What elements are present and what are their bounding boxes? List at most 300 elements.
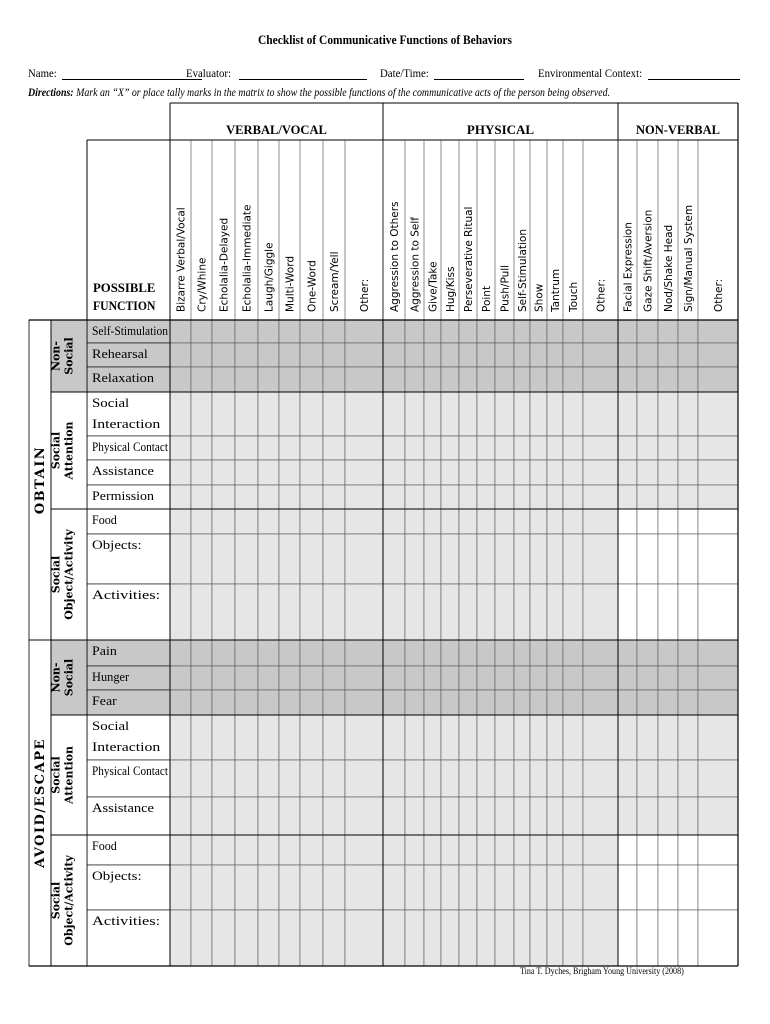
matrix-cell[interactable] <box>345 392 383 436</box>
matrix-cell[interactable] <box>300 835 323 865</box>
matrix-cell[interactable] <box>300 666 323 690</box>
matrix-cell[interactable] <box>235 797 258 835</box>
matrix-cell[interactable] <box>441 509 459 534</box>
matrix-cell[interactable] <box>212 460 235 485</box>
matrix-cell[interactable] <box>678 666 698 690</box>
matrix-cell[interactable] <box>191 392 212 436</box>
matrix-cell[interactable] <box>212 436 235 460</box>
matrix-cell[interactable] <box>279 760 300 797</box>
matrix-cell[interactable] <box>235 320 258 343</box>
matrix-cell[interactable] <box>258 584 279 640</box>
matrix-cell[interactable] <box>678 584 698 640</box>
matrix-cell[interactable] <box>345 320 383 343</box>
matrix-cell[interactable] <box>477 715 495 760</box>
matrix-cell[interactable] <box>530 367 547 392</box>
matrix-cell[interactable] <box>441 436 459 460</box>
matrix-cell[interactable] <box>258 910 279 966</box>
matrix-cell[interactable] <box>323 343 345 367</box>
matrix-cell[interactable] <box>618 690 637 715</box>
matrix-cell[interactable] <box>637 320 658 343</box>
matrix-cell[interactable] <box>405 797 424 835</box>
matrix-cell[interactable] <box>459 690 477 715</box>
matrix-cell[interactable] <box>235 910 258 966</box>
matrix-cell[interactable] <box>495 797 514 835</box>
matrix-cell[interactable] <box>495 666 514 690</box>
matrix-cell[interactable] <box>563 865 583 910</box>
matrix-cell[interactable] <box>514 760 530 797</box>
matrix-cell[interactable] <box>345 460 383 485</box>
matrix-cell[interactable] <box>678 460 698 485</box>
matrix-cell[interactable] <box>514 910 530 966</box>
matrix-cell[interactable] <box>547 690 563 715</box>
matrix-cell[interactable] <box>477 640 495 666</box>
matrix-cell[interactable] <box>459 343 477 367</box>
matrix-cell[interactable] <box>235 460 258 485</box>
matrix-cell[interactable] <box>235 715 258 760</box>
matrix-cell[interactable] <box>563 690 583 715</box>
matrix-cell[interactable] <box>191 320 212 343</box>
matrix-cell[interactable] <box>323 835 345 865</box>
matrix-cell[interactable] <box>477 392 495 436</box>
matrix-cell[interactable] <box>424 666 441 690</box>
matrix-cell[interactable] <box>424 343 441 367</box>
matrix-cell[interactable] <box>405 392 424 436</box>
matrix-cell[interactable] <box>300 584 323 640</box>
matrix-cell[interactable] <box>658 715 678 760</box>
matrix-cell[interactable] <box>658 640 678 666</box>
matrix-cell[interactable] <box>191 690 212 715</box>
matrix-cell[interactable] <box>583 835 618 865</box>
matrix-cell[interactable] <box>698 584 738 640</box>
matrix-cell[interactable] <box>441 367 459 392</box>
matrix-cell[interactable] <box>383 910 405 966</box>
matrix-cell[interactable] <box>212 509 235 534</box>
matrix-cell[interactable] <box>424 436 441 460</box>
matrix-cell[interactable] <box>583 436 618 460</box>
matrix-cell[interactable] <box>678 320 698 343</box>
matrix-cell[interactable] <box>547 835 563 865</box>
matrix-cell[interactable] <box>170 343 191 367</box>
matrix-cell[interactable] <box>424 509 441 534</box>
matrix-cell[interactable] <box>459 666 477 690</box>
matrix-cell[interactable] <box>637 485 658 509</box>
matrix-cell[interactable] <box>191 640 212 666</box>
matrix-cell[interactable] <box>583 666 618 690</box>
matrix-cell[interactable] <box>345 835 383 865</box>
matrix-cell[interactable] <box>563 835 583 865</box>
matrix-cell[interactable] <box>678 760 698 797</box>
matrix-cell[interactable] <box>258 460 279 485</box>
matrix-cell[interactable] <box>514 640 530 666</box>
matrix-cell[interactable] <box>191 436 212 460</box>
matrix-cell[interactable] <box>170 485 191 509</box>
matrix-cell[interactable] <box>345 666 383 690</box>
matrix-cell[interactable] <box>698 910 738 966</box>
matrix-cell[interactable] <box>300 367 323 392</box>
matrix-cell[interactable] <box>658 320 678 343</box>
matrix-cell[interactable] <box>618 320 637 343</box>
matrix-cell[interactable] <box>383 460 405 485</box>
matrix-cell[interactable] <box>530 436 547 460</box>
matrix-cell[interactable] <box>212 865 235 910</box>
matrix-cell[interactable] <box>547 392 563 436</box>
matrix-cell[interactable] <box>405 666 424 690</box>
matrix-cell[interactable] <box>323 910 345 966</box>
matrix-cell[interactable] <box>658 584 678 640</box>
matrix-cell[interactable] <box>441 835 459 865</box>
matrix-cell[interactable] <box>212 910 235 966</box>
matrix-cell[interactable] <box>583 343 618 367</box>
matrix-cell[interactable] <box>658 690 678 715</box>
matrix-cell[interactable] <box>678 436 698 460</box>
matrix-cell[interactable] <box>495 392 514 436</box>
matrix-cell[interactable] <box>618 910 637 966</box>
matrix-cell[interactable] <box>300 320 323 343</box>
matrix-cell[interactable] <box>424 485 441 509</box>
matrix-cell[interactable] <box>441 343 459 367</box>
matrix-cell[interactable] <box>514 343 530 367</box>
matrix-cell[interactable] <box>345 910 383 966</box>
matrix-cell[interactable] <box>191 534 212 584</box>
matrix-cell[interactable] <box>459 715 477 760</box>
matrix-cell[interactable] <box>170 835 191 865</box>
matrix-cell[interactable] <box>658 666 678 690</box>
matrix-cell[interactable] <box>658 460 678 485</box>
matrix-cell[interactable] <box>383 666 405 690</box>
matrix-cell[interactable] <box>658 392 678 436</box>
matrix-cell[interactable] <box>583 910 618 966</box>
matrix-cell[interactable] <box>345 343 383 367</box>
matrix-cell[interactable] <box>300 485 323 509</box>
matrix-cell[interactable] <box>383 509 405 534</box>
matrix-cell[interactable] <box>459 584 477 640</box>
matrix-cell[interactable] <box>637 367 658 392</box>
matrix-cell[interactable] <box>618 392 637 436</box>
matrix-cell[interactable] <box>618 584 637 640</box>
matrix-cell[interactable] <box>235 666 258 690</box>
matrix-cell[interactable] <box>618 666 637 690</box>
matrix-cell[interactable] <box>345 715 383 760</box>
matrix-cell[interactable] <box>383 640 405 666</box>
matrix-cell[interactable] <box>300 640 323 666</box>
matrix-cell[interactable] <box>191 509 212 534</box>
matrix-cell[interactable] <box>678 392 698 436</box>
matrix-cell[interactable] <box>235 760 258 797</box>
matrix-cell[interactable] <box>258 797 279 835</box>
matrix-cell[interactable] <box>170 509 191 534</box>
matrix-cell[interactable] <box>170 584 191 640</box>
matrix-cell[interactable] <box>300 715 323 760</box>
matrix-cell[interactable] <box>279 485 300 509</box>
matrix-cell[interactable] <box>459 509 477 534</box>
matrix-cell[interactable] <box>477 666 495 690</box>
matrix-cell[interactable] <box>583 534 618 584</box>
matrix-cell[interactable] <box>235 690 258 715</box>
matrix-cell[interactable] <box>279 690 300 715</box>
matrix-cell[interactable] <box>637 640 658 666</box>
matrix-cell[interactable] <box>563 367 583 392</box>
matrix-cell[interactable] <box>459 367 477 392</box>
matrix-cell[interactable] <box>459 910 477 966</box>
matrix-cell[interactable] <box>424 760 441 797</box>
matrix-cell[interactable] <box>698 485 738 509</box>
matrix-cell[interactable] <box>495 460 514 485</box>
matrix-cell[interactable] <box>170 534 191 584</box>
matrix-cell[interactable] <box>323 367 345 392</box>
matrix-cell[interactable] <box>618 640 637 666</box>
matrix-cell[interactable] <box>583 460 618 485</box>
matrix-cell[interactable] <box>514 320 530 343</box>
matrix-cell[interactable] <box>698 797 738 835</box>
matrix-cell[interactable] <box>698 640 738 666</box>
matrix-cell[interactable] <box>678 509 698 534</box>
matrix-cell[interactable] <box>618 509 637 534</box>
matrix-cell[interactable] <box>495 584 514 640</box>
matrix-cell[interactable] <box>424 715 441 760</box>
matrix-cell[interactable] <box>300 797 323 835</box>
matrix-cell[interactable] <box>424 835 441 865</box>
matrix-cell[interactable] <box>477 509 495 534</box>
matrix-cell[interactable] <box>235 485 258 509</box>
matrix-cell[interactable] <box>235 436 258 460</box>
matrix-cell[interactable] <box>678 343 698 367</box>
matrix-cell[interactable] <box>258 320 279 343</box>
matrix-cell[interactable] <box>618 367 637 392</box>
matrix-cell[interactable] <box>618 343 637 367</box>
matrix-cell[interactable] <box>279 367 300 392</box>
matrix-cell[interactable] <box>279 865 300 910</box>
matrix-cell[interactable] <box>441 640 459 666</box>
matrix-cell[interactable] <box>459 640 477 666</box>
matrix-cell[interactable] <box>477 797 495 835</box>
matrix-cell[interactable] <box>495 436 514 460</box>
matrix-cell[interactable] <box>637 534 658 584</box>
matrix-cell[interactable] <box>658 534 678 584</box>
matrix-cell[interactable] <box>658 509 678 534</box>
matrix-cell[interactable] <box>424 690 441 715</box>
matrix-cell[interactable] <box>530 640 547 666</box>
matrix-cell[interactable] <box>212 534 235 584</box>
matrix-cell[interactable] <box>583 865 618 910</box>
matrix-cell[interactable] <box>212 584 235 640</box>
matrix-cell[interactable] <box>424 865 441 910</box>
matrix-cell[interactable] <box>618 835 637 865</box>
matrix-cell[interactable] <box>191 760 212 797</box>
matrix-cell[interactable] <box>383 485 405 509</box>
matrix-cell[interactable] <box>514 797 530 835</box>
matrix-cell[interactable] <box>258 640 279 666</box>
matrix-cell[interactable] <box>477 320 495 343</box>
matrix-cell[interactable] <box>658 367 678 392</box>
matrix-cell[interactable] <box>495 910 514 966</box>
matrix-cell[interactable] <box>618 760 637 797</box>
matrix-cell[interactable] <box>658 865 678 910</box>
matrix-cell[interactable] <box>530 343 547 367</box>
matrix-cell[interactable] <box>514 509 530 534</box>
matrix-cell[interactable] <box>405 367 424 392</box>
matrix-cell[interactable] <box>547 797 563 835</box>
matrix-cell[interactable] <box>678 690 698 715</box>
matrix-cell[interactable] <box>212 760 235 797</box>
matrix-cell[interactable] <box>477 865 495 910</box>
matrix-cell[interactable] <box>514 865 530 910</box>
matrix-cell[interactable] <box>547 343 563 367</box>
matrix-cell[interactable] <box>637 760 658 797</box>
matrix-cell[interactable] <box>547 640 563 666</box>
matrix-cell[interactable] <box>405 584 424 640</box>
matrix-cell[interactable] <box>637 392 658 436</box>
matrix-cell[interactable] <box>637 690 658 715</box>
matrix-cell[interactable] <box>678 797 698 835</box>
matrix-cell[interactable] <box>405 436 424 460</box>
matrix-cell[interactable] <box>191 367 212 392</box>
matrix-cell[interactable] <box>495 640 514 666</box>
matrix-cell[interactable] <box>658 485 678 509</box>
matrix-cell[interactable] <box>383 534 405 584</box>
matrix-cell[interactable] <box>698 367 738 392</box>
matrix-cell[interactable] <box>212 367 235 392</box>
matrix-cell[interactable] <box>514 485 530 509</box>
matrix-cell[interactable] <box>279 509 300 534</box>
matrix-cell[interactable] <box>441 666 459 690</box>
matrix-cell[interactable] <box>547 910 563 966</box>
matrix-cell[interactable] <box>212 392 235 436</box>
matrix-cell[interactable] <box>563 485 583 509</box>
matrix-cell[interactable] <box>424 910 441 966</box>
matrix-cell[interactable] <box>477 584 495 640</box>
matrix-cell[interactable] <box>300 865 323 910</box>
matrix-cell[interactable] <box>323 584 345 640</box>
matrix-cell[interactable] <box>547 666 563 690</box>
matrix-cell[interactable] <box>563 910 583 966</box>
matrix-cell[interactable] <box>235 584 258 640</box>
matrix-cell[interactable] <box>698 343 738 367</box>
matrix-cell[interactable] <box>459 835 477 865</box>
matrix-cell[interactable] <box>424 534 441 584</box>
matrix-cell[interactable] <box>405 485 424 509</box>
matrix-cell[interactable] <box>530 865 547 910</box>
matrix-cell[interactable] <box>235 865 258 910</box>
matrix-cell[interactable] <box>300 760 323 797</box>
matrix-cell[interactable] <box>279 320 300 343</box>
matrix-cell[interactable] <box>547 367 563 392</box>
matrix-cell[interactable] <box>698 436 738 460</box>
matrix-cell[interactable] <box>258 485 279 509</box>
matrix-cell[interactable] <box>405 320 424 343</box>
matrix-cell[interactable] <box>345 640 383 666</box>
matrix-cell[interactable] <box>300 690 323 715</box>
matrix-cell[interactable] <box>658 797 678 835</box>
matrix-cell[interactable] <box>547 436 563 460</box>
matrix-cell[interactable] <box>477 534 495 584</box>
matrix-cell[interactable] <box>212 797 235 835</box>
matrix-cell[interactable] <box>563 392 583 436</box>
matrix-cell[interactable] <box>495 367 514 392</box>
matrix-cell[interactable] <box>514 584 530 640</box>
matrix-cell[interactable] <box>279 715 300 760</box>
matrix-cell[interactable] <box>345 797 383 835</box>
matrix-cell[interactable] <box>441 797 459 835</box>
matrix-cell[interactable] <box>170 320 191 343</box>
matrix-cell[interactable] <box>191 584 212 640</box>
matrix-cell[interactable] <box>459 320 477 343</box>
matrix-cell[interactable] <box>583 367 618 392</box>
matrix-cell[interactable] <box>547 584 563 640</box>
matrix-cell[interactable] <box>258 666 279 690</box>
matrix-cell[interactable] <box>424 460 441 485</box>
matrix-cell[interactable] <box>618 460 637 485</box>
matrix-cell[interactable] <box>547 760 563 797</box>
matrix-cell[interactable] <box>459 436 477 460</box>
matrix-cell[interactable] <box>279 835 300 865</box>
matrix-cell[interactable] <box>323 534 345 584</box>
matrix-cell[interactable] <box>698 715 738 760</box>
matrix-cell[interactable] <box>170 690 191 715</box>
matrix-cell[interactable] <box>405 509 424 534</box>
matrix-cell[interactable] <box>170 910 191 966</box>
matrix-cell[interactable] <box>405 835 424 865</box>
matrix-cell[interactable] <box>405 534 424 584</box>
matrix-cell[interactable] <box>191 460 212 485</box>
matrix-cell[interactable] <box>530 715 547 760</box>
matrix-cell[interactable] <box>495 343 514 367</box>
matrix-cell[interactable] <box>212 666 235 690</box>
matrix-cell[interactable] <box>563 320 583 343</box>
matrix-cell[interactable] <box>563 584 583 640</box>
matrix-cell[interactable] <box>323 509 345 534</box>
matrix-cell[interactable] <box>477 343 495 367</box>
matrix-cell[interactable] <box>405 460 424 485</box>
matrix-cell[interactable] <box>170 760 191 797</box>
matrix-cell[interactable] <box>530 584 547 640</box>
matrix-cell[interactable] <box>637 666 658 690</box>
matrix-cell[interactable] <box>279 436 300 460</box>
matrix-cell[interactable] <box>212 320 235 343</box>
matrix-cell[interactable] <box>514 690 530 715</box>
matrix-cell[interactable] <box>279 910 300 966</box>
matrix-cell[interactable] <box>405 910 424 966</box>
matrix-cell[interactable] <box>345 760 383 797</box>
matrix-cell[interactable] <box>405 865 424 910</box>
matrix-cell[interactable] <box>583 320 618 343</box>
matrix-cell[interactable] <box>383 760 405 797</box>
matrix-cell[interactable] <box>547 509 563 534</box>
matrix-cell[interactable] <box>345 509 383 534</box>
matrix-cell[interactable] <box>323 436 345 460</box>
matrix-cell[interactable] <box>191 715 212 760</box>
matrix-cell[interactable] <box>170 715 191 760</box>
matrix-cell[interactable] <box>345 865 383 910</box>
matrix-cell[interactable] <box>583 640 618 666</box>
matrix-cell[interactable] <box>698 460 738 485</box>
matrix-cell[interactable] <box>563 715 583 760</box>
matrix-cell[interactable] <box>383 865 405 910</box>
matrix-cell[interactable] <box>618 534 637 584</box>
matrix-cell[interactable] <box>323 760 345 797</box>
matrix-cell[interactable] <box>323 640 345 666</box>
matrix-cell[interactable] <box>345 584 383 640</box>
matrix-cell[interactable] <box>383 392 405 436</box>
matrix-cell[interactable] <box>383 797 405 835</box>
matrix-cell[interactable] <box>459 797 477 835</box>
matrix-cell[interactable] <box>618 485 637 509</box>
matrix-cell[interactable] <box>424 367 441 392</box>
matrix-cell[interactable] <box>258 436 279 460</box>
matrix-cell[interactable] <box>345 367 383 392</box>
matrix-cell[interactable] <box>424 392 441 436</box>
matrix-cell[interactable] <box>678 715 698 760</box>
matrix-cell[interactable] <box>191 666 212 690</box>
